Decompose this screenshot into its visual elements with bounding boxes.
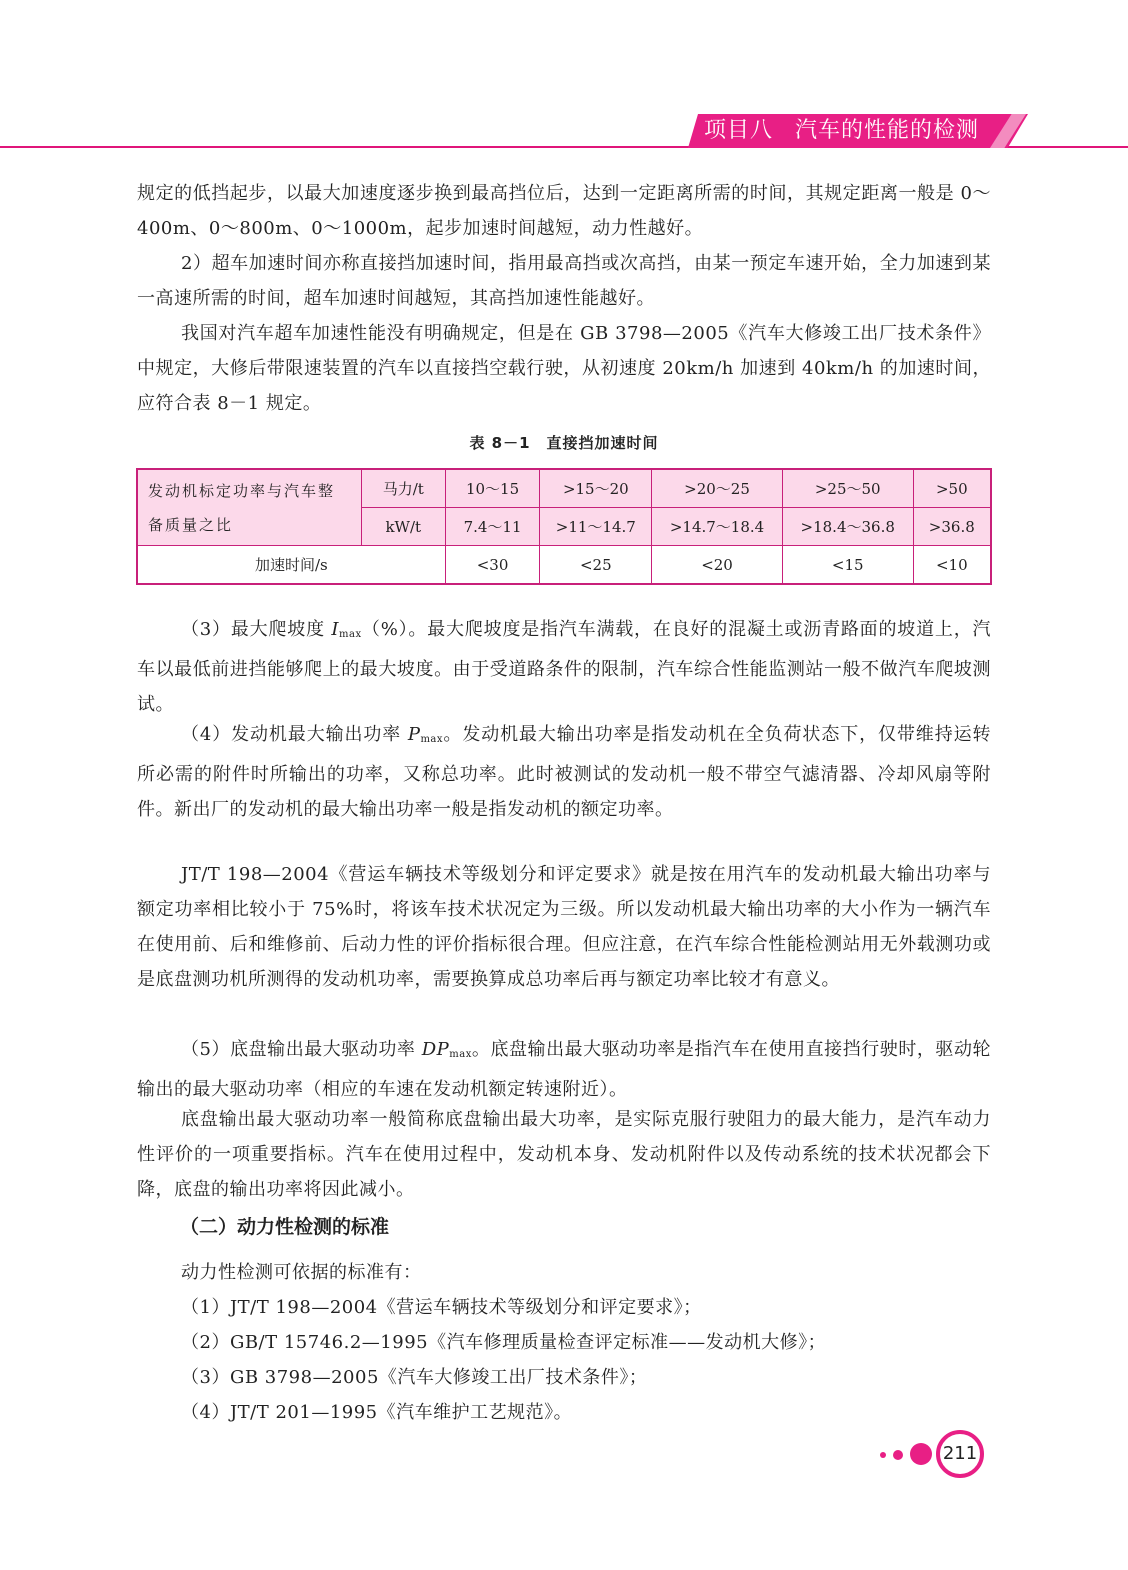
table-cell: >20～25 <box>652 469 783 508</box>
paragraph-4 <box>137 612 991 722</box>
table-row-label: 发动机标定功率与汽车整备质量之比 <box>137 469 361 546</box>
table-cell: >18.4～36.8 <box>782 508 913 546</box>
table-cell: <15 <box>782 546 913 585</box>
table-cell: >14.7～18.4 <box>652 508 783 546</box>
dot-icon <box>893 1450 903 1460</box>
paragraph-7-body: 。底盘输出最大驱动功率是指汽车在使用直接挡行驶时，驱动轮输出的最大驱动功率（相应的车速在发动机额定转速附近）。 <box>137 1039 991 1100</box>
paragraph-5-lead: （4）发动机最大输出功率 <box>181 724 408 745</box>
table-cell: >11～14.7 <box>540 508 652 546</box>
paragraph-7-lead: （5）底盘输出最大驱动功率 <box>181 1039 422 1060</box>
table-cell: >25～50 <box>782 469 913 508</box>
acceleration-table <box>136 468 992 585</box>
paragraph-6: JT/T 198—2004《营运车辆技术等级划分和评定要求》就是按在用汽车的发动机最大输出功率与额定功率相比较小于 75%时，将该车技术状况定为三级。所以发动机最大输出功率的大小作为一辆汽车在使用前、后和维修前、后动力性的评价指标很合理。但应注意，在汽车综合性能检测站用无外载测功或是底盘测功机所测得的发动机功率，需要换算成总功率后再与额定功率比较才有意义。 <box>137 864 991 990</box>
paragraph-4-lead: （3）最大爬坡度 <box>181 619 332 640</box>
table-cell: >50 <box>913 469 991 508</box>
standards-intro: 动力性检测可依据的标准有： <box>181 1262 422 1283</box>
page-number: 211 <box>936 1430 984 1478</box>
table-cell: >36.8 <box>913 508 991 546</box>
paragraph-4-body: （%）。最大爬坡度是指汽车满载，在良好的混凝土或沥青路面的坡道上，汽车以最低前进挡能够爬上的最大坡度。由于受道路条件的限制，汽车综合性能监测站一般不做汽车爬坡测试。 <box>137 619 991 715</box>
table-cell: 10～15 <box>445 469 540 508</box>
paragraph-5-body: 。发动机最大输出功率是指发动机在全负荷状态下，仅带维持运转所必需的附件时所输出的功率，又称总功率。此时被测试的发动机一般不带空气滤清器、冷却风扇等附件。新出厂的发动机的最大输出功率一般是指发动机的额定功率。 <box>137 724 991 820</box>
paragraph-2: 2）超车加速时间亦称直接挡加速时间，指用最高挡或次高挡，由某一预定车速开始，全力加速到某一高速所需的时间，超车加速时间越短，其高挡加速性能越好。 <box>137 253 991 309</box>
paragraph-8: 底盘输出最大驱动功率一般简称底盘输出最大功率，是实际克服行驶阻力的最大能力，是汽车动力性评价的一项重要指标。汽车在使用过程中，发动机本身、发动机附件以及传动系统的技术状况都会下降，底盘的输出功率将因此减小。 <box>137 1109 991 1200</box>
dot-icon <box>910 1443 932 1465</box>
table-caption-number: 表 8－1 <box>469 434 531 452</box>
header-title: 汽车的性能的检测 <box>795 118 980 143</box>
table-caption-title: 直接挡加速时间 <box>546 434 659 452</box>
table-unit-hp: 马力/t <box>361 469 445 508</box>
symbol-subscript: max <box>339 629 362 640</box>
table-cell: <20 <box>652 546 783 585</box>
dot-icon <box>880 1452 886 1458</box>
table-cell: <30 <box>445 546 540 585</box>
symbol-subscript: max <box>449 1049 472 1060</box>
standard-item-3: （3）GB 3798—2005《汽车大修竣工出厂技术条件》； <box>181 1367 648 1388</box>
table-unit-kw: kW/t <box>361 508 445 546</box>
standard-item-1: （1）JT/T 198—2004《营运车辆技术等级划分和评定要求》； <box>181 1297 702 1318</box>
symbol-subscript: max <box>420 734 444 745</box>
paragraph-3: 我国对汽车超车加速性能没有明确规定，但是在 GB 3798—2005《汽车大修竣工出厂技术条件》中规定，大修后带限速装置的汽车以直接挡空载行驶，从初速度 20km/h 加速到 40km/h 的加速时间，应符合表 8－1 规定。 <box>137 323 991 414</box>
symbol-p: P <box>407 724 421 745</box>
table-cell: >15～20 <box>540 469 652 508</box>
table-caption <box>137 432 991 453</box>
table-cell: <10 <box>913 546 991 585</box>
standard-item-4: （4）JT/T 201—1995《汽车维护工艺规范》。 <box>181 1402 573 1423</box>
table-time-label: 加速时间/s <box>137 546 445 585</box>
table-row <box>137 469 991 508</box>
running-header <box>704 116 979 146</box>
paragraph-1: 规定的低挡起步，以最大加速度逐步换到最高挡位后，达到一定距离所需的时间，其规定距离一般是 0～400m、0～800m、0～1000m，起步加速时间越短，动力性越好。 <box>137 183 991 239</box>
symbol-dp: DP <box>421 1039 450 1060</box>
table-cell: 7.4～11 <box>445 508 540 546</box>
table-cell: <25 <box>540 546 652 585</box>
table-row <box>137 546 991 585</box>
standard-item-2: （2）GB/T 15746.2—1995《汽车修理质量检查评定标准——发动机大修》； <box>181 1332 827 1353</box>
paragraph-7 <box>137 1032 991 1107</box>
section-heading: （二）动力性检测的标准 <box>180 1216 390 1238</box>
paragraph-5 <box>137 717 991 827</box>
header-part: 项目八 <box>704 118 774 143</box>
symbol-i: I <box>331 619 340 640</box>
